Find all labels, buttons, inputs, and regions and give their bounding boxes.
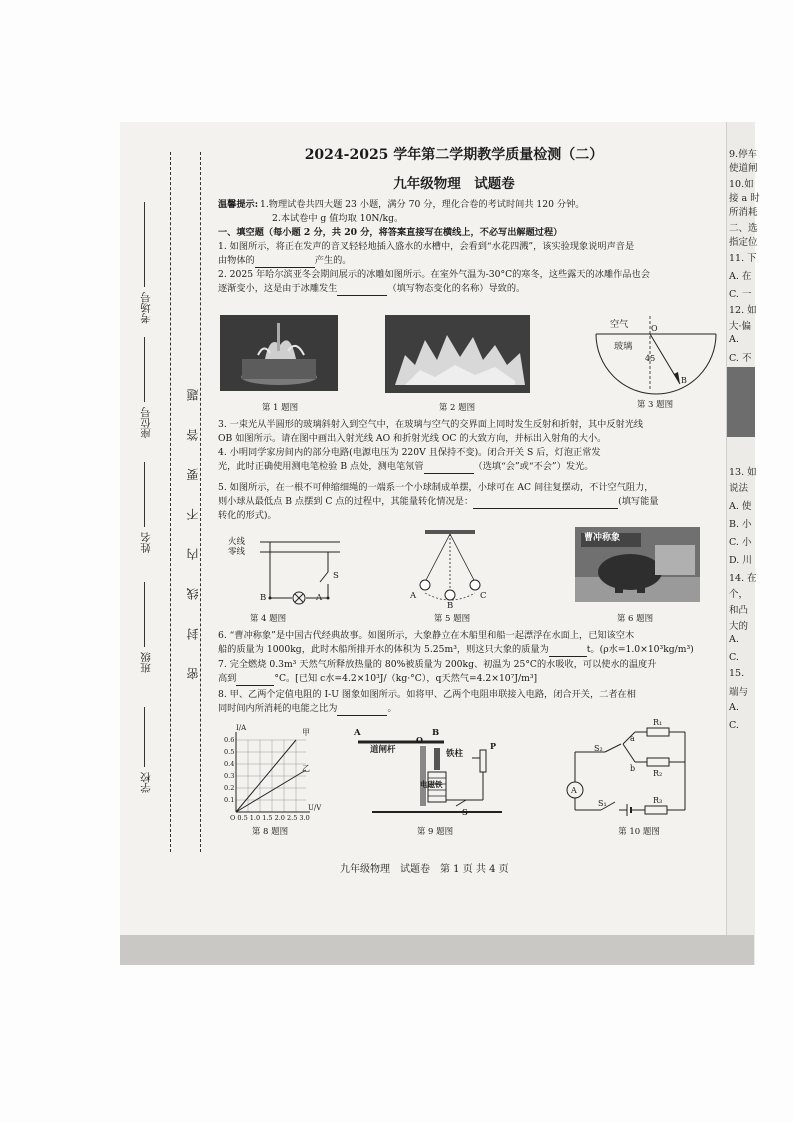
q7-text-b: °C。[已知 c水=4.2×10³J/（kg·°C），q天然气=4.2×10⁷J/m³]: [274, 673, 538, 684]
rp-line: 15.: [729, 668, 745, 679]
fig2-caption: 第 2 题图: [438, 403, 476, 413]
q6-text-b: t。(ρ水=1.0×10³kg/m³): [586, 644, 694, 655]
q5-text-b: (填写能量: [618, 496, 659, 507]
seat-label: 座位号: [140, 407, 152, 439]
fig10-r2-label: R₂: [653, 769, 663, 778]
fig1-photo-tuning-fork: [220, 315, 338, 391]
q2-line2: [218, 282, 525, 296]
fig9-point-o: O: [416, 735, 423, 745]
q7-line2: [218, 672, 537, 686]
fig10-b-label: b: [630, 764, 636, 773]
fig8-axis-u: U/V: [308, 804, 322, 812]
fig8-ytick: 0.3: [224, 772, 235, 780]
fig3-point-b: B: [681, 376, 687, 385]
rp-line: 说法: [729, 483, 749, 494]
rp-line: A.: [729, 634, 739, 645]
fig6-title-text: 曹冲称象: [584, 533, 621, 543]
photo-frame: [120, 122, 760, 965]
q3-line2: OB 如图所示。请在图中画出入射光线 AO 和折射光线 OC 的大致方向，并标出入射角的大小。: [218, 433, 607, 444]
fig5-point-b: B: [447, 601, 454, 611]
fig3-air-label: 空气: [610, 319, 629, 330]
rp-photo-fragment: [727, 367, 755, 437]
fig10-a-label: a: [630, 734, 635, 743]
q8-text-a: 同时间内所消耗的电能之比为: [218, 703, 338, 714]
class-label: 班级: [140, 652, 152, 673]
fig3-caption: 第 3 题图: [636, 400, 674, 410]
fig5-caption: 第 5 题图: [433, 614, 471, 624]
q5-text-a: 则小球从最低点 B 点摆到 C 点的过程中，其能量转化情况是：: [218, 496, 474, 507]
fig8-ytick: 0.5: [224, 748, 235, 756]
fig8-ytick: 0.2: [224, 784, 235, 792]
q2-text-b: （填写物态变化的名称）导致的。: [387, 283, 526, 294]
name-label: 姓名: [140, 532, 152, 553]
rp-line: 大的: [729, 621, 749, 632]
fig1-caption: 第 1 题图: [261, 403, 299, 413]
exam-title: 2024-2025 学年第二学期教学质量检测（二）: [304, 147, 604, 163]
fig8-iu-graph: [222, 730, 312, 820]
rp-line: 指定位: [729, 237, 758, 248]
q6-line2: [218, 643, 694, 657]
fig8-ytick: 0.1: [224, 796, 235, 804]
fig4-caption: 第 4 题图: [249, 614, 287, 624]
q6-line1: 6. “曹冲称象”是中国古代经典故事。如图所示，大象静立在木船里和船一起漂浮在水面上，已知该空木: [218, 630, 635, 641]
fig3-point-o: O: [651, 324, 658, 333]
rp-line: A. 使: [729, 501, 752, 512]
seat-blank: [144, 337, 145, 402]
fig5-point-c: C: [480, 591, 487, 601]
fig8-x-ticks: O 0.5 1.0 1.5 2.0 2.5 3.0: [230, 814, 310, 822]
seal-line-text: 密 封 线 内 不 要 答 题: [186, 377, 200, 680]
fig8-ytick: 0.4: [224, 760, 235, 768]
fig8-line-yi: [236, 770, 306, 812]
fig10-r3-label: R₃: [653, 796, 663, 805]
fig8-label-yi: 乙: [302, 764, 310, 773]
q8-text-b: 。: [387, 703, 397, 714]
q4-answer-blank[interactable]: [424, 463, 474, 474]
fig4-live-wire: 火线: [228, 537, 246, 547]
rp-line: C. 一: [729, 289, 752, 300]
q1-line1: 1. 如图所示，将正在发声的音叉轻轻地插入盛水的水槽中，会看到“水花四溅”，该实验现象说明声音是: [218, 241, 635, 252]
q7-answer-blank[interactable]: [236, 675, 274, 686]
q3-line1: 3. 一束光从半圆形的玻璃斜射入到空气中，在玻璃与空气的交界面上同时发生反射和折射，其中反射光线: [218, 419, 644, 430]
fig9-caption: 第 9 题图: [416, 827, 454, 837]
fig9-em-label: 电磁铁: [420, 780, 443, 789]
fig10-caption: 第 10 题图: [618, 827, 660, 837]
page-footer: 九年级物理 试题卷 第 1 页 共 4 页: [340, 864, 509, 875]
class-blank: [144, 582, 145, 647]
fig4-neutral-wire: 零线: [228, 547, 246, 557]
q2-text-a: 逐渐变小，这是由于冰雕发生: [218, 283, 338, 294]
rp-line: 端与: [729, 687, 749, 698]
q5-answer-blank[interactable]: [473, 498, 618, 509]
fig9-point-a: A: [354, 728, 361, 738]
rp-line: C.: [729, 652, 739, 663]
rp-line: C.: [729, 720, 739, 731]
exam-room-blank: [144, 202, 145, 287]
exam-sheet: [120, 122, 726, 935]
rp-line: 12. 如: [729, 305, 757, 316]
rp-line: A. 在: [729, 271, 752, 282]
q4-line2: [218, 460, 593, 474]
fig4-switch-label: S: [333, 571, 339, 581]
tip-2: 2.本试卷中 g 值均取 10N/kg。: [272, 213, 404, 224]
rp-line: 9.停车: [729, 149, 758, 160]
rp-line: 接 a 时: [729, 193, 760, 204]
fig8-caption: 第 8 题图: [251, 827, 289, 837]
q6-text-a: 船的质量为 1000kg，此时木船所排开水的体积为 5.25m³，则这只大象的质量为: [218, 644, 549, 655]
rp-line: 13. 如: [729, 467, 757, 478]
fig9-point-b: B: [432, 728, 440, 738]
rp-line: C. 不: [729, 353, 752, 364]
rp-line: 个，: [729, 589, 749, 600]
exam-room-label: 考场号: [140, 292, 152, 324]
fig8-axis-i: I/A: [236, 724, 247, 732]
q2-answer-blank[interactable]: [337, 285, 387, 296]
fig2-drawing: [385, 315, 530, 393]
fig10-ammeter-label: A: [571, 786, 577, 795]
fig1-drawing: [220, 315, 338, 391]
rp-line: 大·偏: [729, 321, 752, 332]
fig10-s1-label: S₁: [598, 799, 607, 808]
fig8-y-ticks: [224, 734, 234, 806]
rp-line: 所消耗: [729, 207, 758, 218]
q8-line1: 8. 甲、乙两个定值电阻的 I-U 图象如图所示。如将甲、乙两个电阻串联接入电路，闭合开关，二者在相: [218, 689, 636, 700]
q7-line1: 7. 完全燃烧 0.3m³ 天然气所释放热量的 80%被质量为 200kg、初温为 25°C的水吸收，可以使水的温度升: [218, 659, 657, 670]
q1-answer-blank[interactable]: [255, 257, 315, 268]
section-1-heading: 一、填空题（每小题 2 分，共 20 分，将答案直接写在横线上，不必写出解题过程）: [218, 227, 563, 238]
fig4-point-b: B: [260, 593, 267, 603]
q8-line2: [218, 702, 397, 716]
fig9-switch-s: S: [462, 807, 468, 817]
rp-line: A.: [729, 702, 739, 713]
rp-line: B. 小: [729, 519, 752, 530]
fig10-s2-label: S₂: [594, 744, 603, 753]
rp-line: 二、选: [729, 223, 758, 234]
tip-1: 1.物理试卷共四大题 23 小题，满分 70 分，理化合卷的考试时间共 120 分钟。: [260, 199, 585, 210]
fig9-iron-label: 铁柱: [446, 749, 464, 759]
rp-line: A.: [729, 334, 739, 345]
q4-line1: 4. 小明同学家房间内的部分电路(电源电压为 220V 且保持不变)。闭合开关 S 后，灯泡正常发: [218, 447, 601, 458]
fig8-label-jia: 甲: [302, 728, 310, 737]
q4-text-a: 光，此时正确使用测电笔检验 B 点处，测电笔氖管: [218, 461, 424, 472]
q1-line2: [218, 254, 352, 268]
school-blank: [144, 707, 145, 767]
fig6-caption: 第 6 题图: [616, 614, 654, 624]
fig9-point-p: P: [490, 741, 497, 751]
rp-line: 14. 在: [729, 573, 757, 584]
rp-line: D. 川: [729, 555, 752, 566]
fig9-lever-label: 道闸杆: [370, 745, 396, 755]
school-label: 学校: [140, 772, 152, 793]
adjacent-page-edge: [726, 122, 760, 965]
q8-answer-blank[interactable]: [337, 705, 387, 716]
fig8-ytick: 0.6: [224, 736, 235, 744]
rp-line: 和凸: [729, 605, 749, 616]
rp-line: 使道闸: [729, 163, 758, 174]
fig3-glass-label: 玻璃: [614, 341, 633, 352]
q5-line1: 5. 如图所示，在一根不可伸缩细绳的一端系一个小球制成单摆，小球可在 AC 间往复摆动，不计空气阻力，: [218, 482, 654, 493]
binding-dash-outer: [170, 152, 171, 852]
rp-line: C. 小: [729, 537, 752, 548]
fig5-point-a: A: [410, 591, 417, 601]
q1-text-a: 由物体的: [218, 255, 255, 266]
q5-line3: 转化的形式)。: [218, 510, 277, 521]
q7-text-a: 高到: [218, 673, 237, 684]
q1-text-b: 产生的。: [314, 255, 352, 266]
fig2-photo-ice-sculpture: [385, 315, 530, 393]
q6-answer-blank[interactable]: [549, 646, 587, 657]
exam-subtitle: 九年级物理 试题卷: [393, 176, 515, 192]
q2-line1: 2. 2025 年哈尔滨亚冬会期间展示的冰雕如图所示。在室外气温为-30°C的寒冬，这些露天的冰雕作品也会: [218, 269, 650, 280]
q5-line2: [218, 495, 659, 509]
fig3-angle-label: 45: [645, 354, 656, 363]
tips-label: 温馨提示:: [218, 199, 259, 210]
fig4-point-a: A: [316, 593, 323, 603]
rp-line: 11. 下: [729, 253, 757, 264]
fig10-r1-label: R₁: [653, 718, 663, 727]
rp-line: 10.如: [729, 179, 754, 190]
q4-text-b: （选填“会”或“不会”）发光。: [473, 461, 594, 472]
table-surface: [120, 935, 754, 965]
name-blank: [144, 462, 145, 527]
